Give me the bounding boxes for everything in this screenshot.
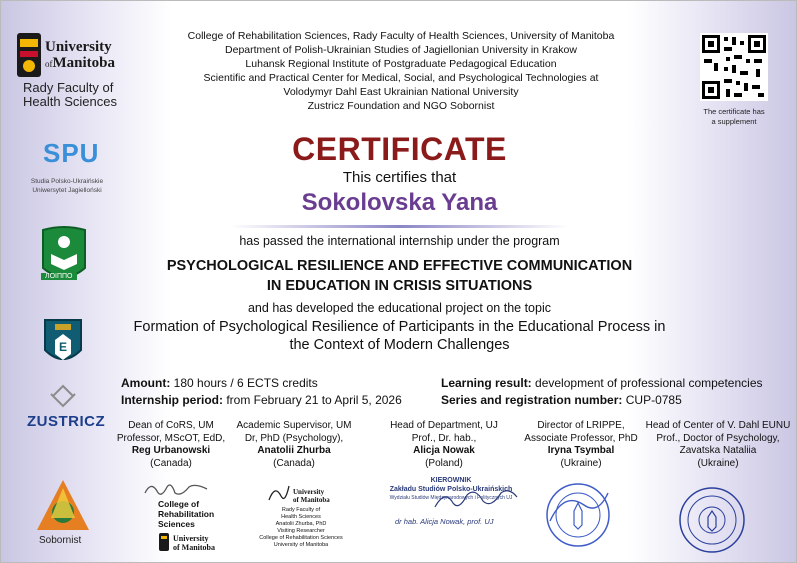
zhurba-stamp-line4: Visiting Researcher <box>277 528 325 534</box>
project-topic <box>1 318 797 354</box>
project-topic-line1: Formation of Psychological Resilience of Participants in the Educational Process in <box>133 319 666 335</box>
spu-caption-line1: Studia Polsko-Ukraińskie <box>30 178 104 185</box>
signature-urbanowski-icon <box>141 479 211 501</box>
institutions-header <box>171 29 631 113</box>
signature-nowak-icon <box>431 485 521 515</box>
signatory-degree: Dr, PhD (Psychology), <box>244 432 344 444</box>
amount-row <box>121 375 402 392</box>
uj-stamp-signature-line: dr hab. Alicja Nowak, prof. UJ <box>395 517 494 526</box>
signatory-degree: Prof., Doctor of Psychology, <box>656 432 780 444</box>
loippo-label: ЛОІППО <box>41 273 77 280</box>
zhurba-um-line1: University <box>293 488 325 496</box>
cors-stamp-line1: College of <box>158 499 200 509</box>
zhurba-um-line2: of Manitoba <box>293 496 330 504</box>
cors-um-line2: of Manitoba <box>173 543 215 552</box>
qr-caption-line1: The certificate has <box>703 107 765 116</box>
result-label: Learning result: <box>441 376 532 390</box>
cors-um-line1: University <box>173 534 209 543</box>
um-wordmark-line1: University <box>45 39 112 55</box>
program-title-line2: IN EDUCATION IN CRISIS SITUATIONS <box>266 278 533 294</box>
signatory-country: (Ukraine) <box>697 457 739 469</box>
rady-line1: Rady Faculty of <box>23 80 114 95</box>
signatory-role: Director of LRIPPE, <box>537 420 625 431</box>
developed-text: and has developed the educational project on the topic <box>247 301 551 315</box>
signatory-name: Anatolii Zhurba <box>257 445 331 456</box>
certificate-title: CERTIFICATE <box>292 131 507 167</box>
result-value: development of professional competencies <box>535 376 763 390</box>
zhurba-stamp-line6: University of Manitoba <box>273 542 329 548</box>
zhurba-stamp-line5: College of Rehabilitation Sciences <box>259 535 343 541</box>
zustricz-knot-icon <box>41 384 85 414</box>
spu-logo: SPU <box>43 138 100 168</box>
signatory-director <box>521 420 641 470</box>
header-line: College of Rehabilitation Sciences, Rady Faculty of Health Sciences, University of Manitoba <box>187 30 615 42</box>
lrippe-seal-icon <box>544 481 612 549</box>
uj-stamp-line3: Wydziału Studiów Międzynarodowych i Politycznych UJ <box>389 495 513 501</box>
rady-line2: Health Sciences <box>23 94 117 109</box>
um-crest-small-icon <box>158 532 170 552</box>
signatory-degree: Associate Professor, PhD <box>524 432 638 444</box>
signatory-country: (Canada) <box>150 457 192 469</box>
uj-stamp-line1: KIEROWNIK <box>430 477 472 484</box>
zhurba-stamp-text <box>251 507 351 549</box>
cors-stamp-line3: Sciences <box>158 519 195 529</box>
zhurba-stamp-line3: Anatolii Zhurba, PhD <box>275 521 327 527</box>
certifies-text: This certifies that <box>342 169 457 186</box>
zhurba-stamp-line1: Rady Faculty of <box>281 507 321 513</box>
sobornist-label: Sobornist <box>39 535 82 546</box>
zhurba-stamp-line2: Health Sciences <box>281 514 321 520</box>
qr-code-icon[interactable] <box>700 33 768 101</box>
period-row <box>121 392 402 409</box>
program-title-line1: PSYCHOLOGICAL RESILIENCE AND EFFECTIVE COMMUNICATION <box>166 258 633 274</box>
series-value: CUP-0785 <box>625 393 682 407</box>
signatory-name: Zavatska Nataliia <box>679 445 757 456</box>
header-line: Zustricz Foundation and NGO Sobornist <box>307 100 495 112</box>
cors-stamp-line2: Rehabilitation <box>158 509 215 519</box>
details-right <box>441 375 763 409</box>
zustricz-wordmark: ZUSTRICZ <box>27 413 106 430</box>
qr-caption <box>686 107 782 126</box>
header-line: Scientific and Practical Center for Medical, Social, and Psychological Technologies at <box>203 72 599 84</box>
signatory-role: Head of Center of V. Dahl EUNU <box>645 420 791 431</box>
amount-label: Amount: <box>121 376 171 390</box>
signatory-name: Alicja Nowak <box>413 445 475 456</box>
uj-stamp-line2: Zakładu Studiów Polsko-Ukraińskich <box>389 485 513 493</box>
signatory-country: (Ukraine) <box>560 457 602 469</box>
header-line: Volodymyr Dahl East Ukrainian National University <box>283 86 519 98</box>
period-label: Internship period: <box>121 393 223 407</box>
zhurba-um-wordmark <box>293 488 330 504</box>
period-value: from February 21 to April 5, 2026 <box>226 393 402 407</box>
sobornist-logo-icon <box>33 478 93 534</box>
spu-caption-line2: Uniwersytet Jagielloński <box>32 187 102 194</box>
header-line: Luhansk Regional Institute of Postgraduate Pedagogical Education <box>245 58 557 70</box>
qr-caption-line2: a supplement <box>711 116 757 126</box>
signatory-degree: Professor, MScOT, EdD, <box>116 432 226 444</box>
signature-zhurba-icon <box>267 482 291 506</box>
signatory-name: Reg Urbanowski <box>131 445 211 456</box>
um-crest-icon <box>15 31 43 79</box>
signatory-country: (Canada) <box>273 457 315 469</box>
um-wordmark-of: of <box>45 59 53 69</box>
signatory-role: Head of Department, UJ <box>390 420 498 431</box>
cors-um-wordmark <box>173 534 215 552</box>
signatory-dean <box>116 420 226 470</box>
signatory-role: Dean of CoRS, UM <box>128 420 214 431</box>
series-row <box>441 392 763 409</box>
amount-value: 180 hours / 6 ECTS credits <box>173 376 318 390</box>
svg-text:E: E <box>58 340 68 354</box>
signatory-role: Academic Supervisor, UM <box>236 420 352 431</box>
um-wordmark-line2 <box>45 55 115 72</box>
um-wordmark-manitoba: Manitoba <box>52 55 116 71</box>
signatory-degree: Prof., Dr. hab., <box>411 432 477 444</box>
signatory-supervisor <box>231 420 357 470</box>
name-underline <box>231 225 568 228</box>
details-left <box>121 375 402 409</box>
passed-text: has passed the international internship under the program <box>239 234 560 248</box>
signatory-head-center <box>643 420 793 470</box>
cors-stamp-text <box>158 499 214 529</box>
recipient-name: Sokolovska Yana <box>301 189 498 216</box>
signatory-head-uj <box>379 420 509 470</box>
signatory-name: Iryna Tsymbal <box>547 445 615 456</box>
dahl-center-seal-icon <box>677 485 747 555</box>
program-title <box>1 256 797 296</box>
header-line: Department of Polish-Ukrainian Studies of Jagiellonian University in Krakow <box>225 44 577 56</box>
signatory-country: (Poland) <box>425 457 463 469</box>
series-label: Series and registration number: <box>441 393 623 407</box>
project-topic-line2: the Context of Modern Challenges <box>289 337 510 353</box>
result-row <box>441 375 763 392</box>
